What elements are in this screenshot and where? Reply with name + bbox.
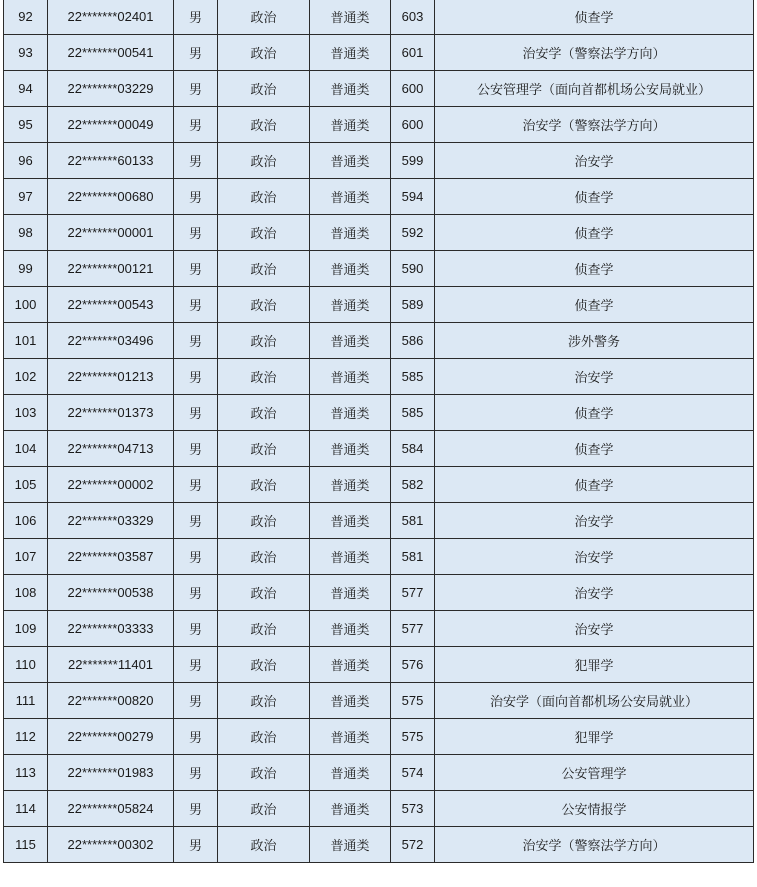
candidate-id-cell: 22*******00538	[48, 575, 174, 611]
gender-cell: 男	[174, 251, 218, 287]
score-cell: 575	[391, 719, 435, 755]
admission-table	[3, 0, 754, 863]
category-cell: 普通类	[310, 0, 391, 35]
table-row	[4, 683, 754, 719]
candidate-id-cell: 22*******11401	[48, 647, 174, 683]
category-cell: 普通类	[310, 179, 391, 215]
candidate-id-cell: 22*******03229	[48, 71, 174, 107]
table-row	[4, 107, 754, 143]
score-cell: 599	[391, 143, 435, 179]
score-cell: 576	[391, 647, 435, 683]
major-cell: 侦查学	[435, 179, 754, 215]
subject-cell: 政治	[218, 611, 310, 647]
category-cell: 普通类	[310, 575, 391, 611]
subject-cell: 政治	[218, 251, 310, 287]
candidate-id-cell: 22*******00543	[48, 287, 174, 323]
table-row	[4, 179, 754, 215]
score-cell: 584	[391, 431, 435, 467]
gender-cell: 男	[174, 395, 218, 431]
gender-cell: 男	[174, 611, 218, 647]
row-number-cell: 103	[4, 395, 48, 431]
row-number-cell: 101	[4, 323, 48, 359]
score-cell: 603	[391, 0, 435, 35]
category-cell: 普通类	[310, 251, 391, 287]
table-row	[4, 287, 754, 323]
gender-cell: 男	[174, 71, 218, 107]
row-number-cell: 113	[4, 755, 48, 791]
table-row	[4, 467, 754, 503]
score-cell: 592	[391, 215, 435, 251]
category-cell: 普通类	[310, 647, 391, 683]
score-cell: 589	[391, 287, 435, 323]
score-cell: 600	[391, 107, 435, 143]
row-number-cell: 110	[4, 647, 48, 683]
gender-cell: 男	[174, 827, 218, 863]
table-row	[4, 503, 754, 539]
category-cell: 普通类	[310, 215, 391, 251]
subject-cell: 政治	[218, 683, 310, 719]
subject-cell: 政治	[218, 35, 310, 71]
subject-cell: 政治	[218, 143, 310, 179]
gender-cell: 男	[174, 719, 218, 755]
gender-cell: 男	[174, 467, 218, 503]
subject-cell: 政治	[218, 791, 310, 827]
candidate-id-cell: 22*******04713	[48, 431, 174, 467]
table-row	[4, 827, 754, 863]
row-number-cell: 98	[4, 215, 48, 251]
subject-cell: 政治	[218, 467, 310, 503]
category-cell: 普通类	[310, 287, 391, 323]
table-row	[4, 611, 754, 647]
major-cell: 犯罪学	[435, 719, 754, 755]
row-number-cell: 114	[4, 791, 48, 827]
category-cell: 普通类	[310, 71, 391, 107]
gender-cell: 男	[174, 179, 218, 215]
category-cell: 普通类	[310, 503, 391, 539]
candidate-id-cell: 22*******02401	[48, 0, 174, 35]
candidate-id-cell: 22*******01373	[48, 395, 174, 431]
row-number-cell: 109	[4, 611, 48, 647]
subject-cell: 政治	[218, 719, 310, 755]
subject-cell: 政治	[218, 179, 310, 215]
candidate-id-cell: 22*******03587	[48, 539, 174, 575]
score-cell: 600	[391, 71, 435, 107]
category-cell: 普通类	[310, 143, 391, 179]
subject-cell: 政治	[218, 107, 310, 143]
row-number-cell: 96	[4, 143, 48, 179]
table-row	[4, 251, 754, 287]
candidate-id-cell: 22*******00820	[48, 683, 174, 719]
gender-cell: 男	[174, 35, 218, 71]
table-row	[4, 395, 754, 431]
major-cell: 侦查学	[435, 395, 754, 431]
table-row	[4, 323, 754, 359]
table-body	[4, 0, 754, 863]
major-cell: 治安学	[435, 143, 754, 179]
major-cell: 侦查学	[435, 215, 754, 251]
subject-cell: 政治	[218, 215, 310, 251]
category-cell: 普通类	[310, 611, 391, 647]
subject-cell: 政治	[218, 0, 310, 35]
major-cell: 治安学（面向首都机场公安局就业）	[435, 683, 754, 719]
major-cell: 公安管理学	[435, 755, 754, 791]
candidate-id-cell: 22*******05824	[48, 791, 174, 827]
score-cell: 582	[391, 467, 435, 503]
table-row	[4, 647, 754, 683]
gender-cell: 男	[174, 755, 218, 791]
major-cell: 公安情报学	[435, 791, 754, 827]
candidate-id-cell: 22*******03329	[48, 503, 174, 539]
gender-cell: 男	[174, 431, 218, 467]
row-number-cell: 99	[4, 251, 48, 287]
major-cell: 治安学	[435, 611, 754, 647]
row-number-cell: 100	[4, 287, 48, 323]
major-cell: 侦查学	[435, 287, 754, 323]
major-cell: 侦查学	[435, 431, 754, 467]
table-row	[4, 791, 754, 827]
candidate-id-cell: 22*******00049	[48, 107, 174, 143]
major-cell: 治安学（警察法学方向）	[435, 107, 754, 143]
category-cell: 普通类	[310, 323, 391, 359]
major-cell: 侦查学	[435, 251, 754, 287]
score-cell: 577	[391, 611, 435, 647]
row-number-cell: 115	[4, 827, 48, 863]
score-cell: 573	[391, 791, 435, 827]
table-row	[4, 143, 754, 179]
major-cell: 犯罪学	[435, 647, 754, 683]
row-number-cell: 102	[4, 359, 48, 395]
candidate-id-cell: 22*******00680	[48, 179, 174, 215]
gender-cell: 男	[174, 323, 218, 359]
major-cell: 治安学	[435, 539, 754, 575]
gender-cell: 男	[174, 0, 218, 35]
table-row	[4, 71, 754, 107]
row-number-cell: 112	[4, 719, 48, 755]
score-cell: 594	[391, 179, 435, 215]
row-number-cell: 105	[4, 467, 48, 503]
gender-cell: 男	[174, 107, 218, 143]
gender-cell: 男	[174, 575, 218, 611]
subject-cell: 政治	[218, 71, 310, 107]
table-row	[4, 0, 754, 35]
score-cell: 585	[391, 359, 435, 395]
table-row	[4, 359, 754, 395]
gender-cell: 男	[174, 143, 218, 179]
score-cell: 585	[391, 395, 435, 431]
table-row	[4, 215, 754, 251]
table-row	[4, 755, 754, 791]
subject-cell: 政治	[218, 503, 310, 539]
category-cell: 普通类	[310, 683, 391, 719]
gender-cell: 男	[174, 539, 218, 575]
score-cell: 590	[391, 251, 435, 287]
table-row	[4, 431, 754, 467]
row-number-cell: 94	[4, 71, 48, 107]
category-cell: 普通类	[310, 827, 391, 863]
major-cell: 侦查学	[435, 0, 754, 35]
category-cell: 普通类	[310, 467, 391, 503]
candidate-id-cell: 22*******00279	[48, 719, 174, 755]
subject-cell: 政治	[218, 323, 310, 359]
gender-cell: 男	[174, 287, 218, 323]
category-cell: 普通类	[310, 755, 391, 791]
candidate-id-cell: 22*******00541	[48, 35, 174, 71]
gender-cell: 男	[174, 503, 218, 539]
major-cell: 治安学	[435, 359, 754, 395]
category-cell: 普通类	[310, 719, 391, 755]
row-number-cell: 97	[4, 179, 48, 215]
major-cell: 治安学	[435, 503, 754, 539]
subject-cell: 政治	[218, 395, 310, 431]
score-cell: 586	[391, 323, 435, 359]
subject-cell: 政治	[218, 755, 310, 791]
category-cell: 普通类	[310, 359, 391, 395]
gender-cell: 男	[174, 647, 218, 683]
row-number-cell: 107	[4, 539, 48, 575]
candidate-id-cell: 22*******01213	[48, 359, 174, 395]
major-cell: 治安学（警察法学方向）	[435, 35, 754, 71]
major-cell: 治安学	[435, 575, 754, 611]
score-cell: 581	[391, 503, 435, 539]
gender-cell: 男	[174, 359, 218, 395]
candidate-id-cell: 22*******60133	[48, 143, 174, 179]
major-cell: 治安学（警察法学方向）	[435, 827, 754, 863]
gender-cell: 男	[174, 215, 218, 251]
table-row	[4, 575, 754, 611]
category-cell: 普通类	[310, 791, 391, 827]
category-cell: 普通类	[310, 107, 391, 143]
row-number-cell: 95	[4, 107, 48, 143]
category-cell: 普通类	[310, 395, 391, 431]
candidate-id-cell: 22*******00121	[48, 251, 174, 287]
subject-cell: 政治	[218, 359, 310, 395]
subject-cell: 政治	[218, 827, 310, 863]
major-cell: 公安管理学（面向首都机场公安局就业）	[435, 71, 754, 107]
category-cell: 普通类	[310, 35, 391, 71]
row-number-cell: 104	[4, 431, 48, 467]
gender-cell: 男	[174, 791, 218, 827]
score-cell: 574	[391, 755, 435, 791]
candidate-id-cell: 22*******03333	[48, 611, 174, 647]
subject-cell: 政治	[218, 575, 310, 611]
subject-cell: 政治	[218, 539, 310, 575]
table-row	[4, 719, 754, 755]
gender-cell: 男	[174, 683, 218, 719]
candidate-id-cell: 22*******00002	[48, 467, 174, 503]
category-cell: 普通类	[310, 539, 391, 575]
table-row	[4, 35, 754, 71]
score-cell: 572	[391, 827, 435, 863]
row-number-cell: 111	[4, 683, 48, 719]
score-cell: 581	[391, 539, 435, 575]
subject-cell: 政治	[218, 647, 310, 683]
row-number-cell: 106	[4, 503, 48, 539]
subject-cell: 政治	[218, 431, 310, 467]
major-cell: 侦查学	[435, 467, 754, 503]
category-cell: 普通类	[310, 431, 391, 467]
candidate-id-cell: 22*******03496	[48, 323, 174, 359]
major-cell: 涉外警务	[435, 323, 754, 359]
row-number-cell: 108	[4, 575, 48, 611]
score-cell: 577	[391, 575, 435, 611]
subject-cell: 政治	[218, 287, 310, 323]
row-number-cell: 92	[4, 0, 48, 35]
table-row	[4, 539, 754, 575]
score-cell: 601	[391, 35, 435, 71]
score-cell: 575	[391, 683, 435, 719]
candidate-id-cell: 22*******00302	[48, 827, 174, 863]
row-number-cell: 93	[4, 35, 48, 71]
candidate-id-cell: 22*******01983	[48, 755, 174, 791]
candidate-id-cell: 22*******00001	[48, 215, 174, 251]
